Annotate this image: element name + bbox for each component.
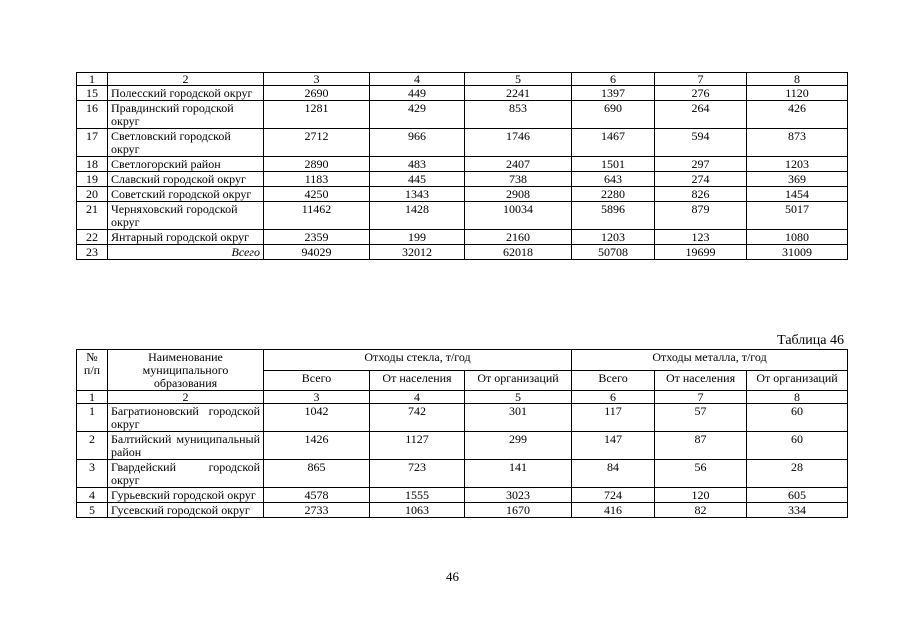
- row-number: 3: [77, 460, 108, 488]
- row-number: 21: [77, 202, 108, 230]
- row-number: 2: [77, 432, 108, 460]
- municipality-name: Гурьевский городской округ: [108, 488, 264, 503]
- value-cell: 1670: [465, 503, 572, 518]
- municipality-name: Славский городской округ: [108, 172, 264, 187]
- column-number: 1: [77, 391, 108, 404]
- value-cell: 1281: [264, 101, 370, 129]
- column-number: 4: [370, 73, 465, 86]
- row-number: 19: [77, 172, 108, 187]
- value-cell: 2359: [264, 230, 370, 245]
- column-number: 5: [465, 391, 572, 404]
- value-cell: 416: [572, 503, 655, 518]
- value-cell: 32012: [370, 245, 465, 260]
- column-number: 3: [264, 73, 370, 86]
- row-number: 20: [77, 187, 108, 202]
- value-cell: 1203: [747, 157, 848, 172]
- value-cell: 879: [655, 202, 747, 230]
- value-cell: 1746: [465, 129, 572, 157]
- value-cell: 56: [655, 460, 747, 488]
- column-number: 8: [747, 391, 848, 404]
- municipality-name: Светловский городской округ: [108, 129, 264, 157]
- value-cell: 147: [572, 432, 655, 460]
- value-cell: 1042: [264, 404, 370, 432]
- value-cell: 738: [465, 172, 572, 187]
- value-cell: 297: [655, 157, 747, 172]
- value-cell: 57: [655, 404, 747, 432]
- value-cell: 274: [655, 172, 747, 187]
- table-row: [77, 202, 848, 230]
- row-number: 15: [77, 86, 108, 101]
- column-number: 6: [572, 73, 655, 86]
- value-cell: 3023: [465, 488, 572, 503]
- row-number: 22: [77, 230, 108, 245]
- value-cell: 1183: [264, 172, 370, 187]
- value-cell: 723: [370, 460, 465, 488]
- value-cell: 4578: [264, 488, 370, 503]
- municipality-name: Гусевский городской округ: [108, 503, 264, 518]
- value-cell: 2712: [264, 129, 370, 157]
- value-cell: 19699: [655, 245, 747, 260]
- value-cell: 853: [465, 101, 572, 129]
- total-row: [77, 245, 848, 260]
- value-cell: 2160: [465, 230, 572, 245]
- table-row: [77, 157, 848, 172]
- table-body: [77, 391, 848, 518]
- page-number: 46: [446, 569, 459, 584]
- value-cell: 449: [370, 86, 465, 101]
- row-number: 18: [77, 157, 108, 172]
- value-cell: 429: [370, 101, 465, 129]
- value-cell: 426: [747, 101, 848, 129]
- value-cell: 643: [572, 172, 655, 187]
- value-cell: 1203: [572, 230, 655, 245]
- header-metal-organizations: От организаций: [747, 370, 848, 391]
- value-cell: 5896: [572, 202, 655, 230]
- municipality-name: Гвардейский городской округ: [108, 460, 264, 488]
- municipality-name: Правдинский городской округ: [108, 101, 264, 129]
- header-metal-total: Всего: [572, 370, 655, 391]
- row-number: 4: [77, 488, 108, 503]
- value-cell: 1426: [264, 432, 370, 460]
- waste-table-continued: [76, 72, 848, 260]
- column-number: 5: [465, 73, 572, 86]
- value-cell: 865: [264, 460, 370, 488]
- value-cell: 2890: [264, 157, 370, 172]
- table-row: [77, 503, 848, 518]
- column-number: 4: [370, 391, 465, 404]
- value-cell: 826: [655, 187, 747, 202]
- value-cell: 690: [572, 101, 655, 129]
- value-cell: 11462: [264, 202, 370, 230]
- value-cell: 1127: [370, 432, 465, 460]
- value-cell: 334: [747, 503, 848, 518]
- column-number: 7: [655, 391, 747, 404]
- table-row: [77, 172, 848, 187]
- municipality-name: Советский городской округ: [108, 187, 264, 202]
- row-number: 17: [77, 129, 108, 157]
- municipality-name: Янтарный городской округ: [108, 230, 264, 245]
- value-cell: 117: [572, 404, 655, 432]
- column-number: 1: [77, 73, 108, 86]
- value-cell: 2407: [465, 157, 572, 172]
- value-cell: 594: [655, 129, 747, 157]
- value-cell: 301: [465, 404, 572, 432]
- row-number: 16: [77, 101, 108, 129]
- value-cell: 742: [370, 404, 465, 432]
- header-glass-organizations: От организаций: [465, 370, 572, 391]
- value-cell: 2733: [264, 503, 370, 518]
- value-cell: 84: [572, 460, 655, 488]
- value-cell: 2241: [465, 86, 572, 101]
- table-body: [77, 73, 848, 260]
- header-metal-waste: Отходы металла, т/год: [572, 350, 848, 371]
- row-number: 5: [77, 503, 108, 518]
- table-header: [77, 350, 848, 391]
- table-row: [77, 460, 848, 488]
- value-cell: 1063: [370, 503, 465, 518]
- value-cell: 4250: [264, 187, 370, 202]
- municipality-name: Багратионовский городской округ: [108, 404, 264, 432]
- value-cell: 1397: [572, 86, 655, 101]
- value-cell: 2280: [572, 187, 655, 202]
- value-cell: 31009: [747, 245, 848, 260]
- value-cell: 120: [655, 488, 747, 503]
- value-cell: 605: [747, 488, 848, 503]
- value-cell: 82: [655, 503, 747, 518]
- table-row: [77, 187, 848, 202]
- table-row: [77, 432, 848, 460]
- column-number: 2: [108, 73, 264, 86]
- value-cell: 2908: [465, 187, 572, 202]
- value-cell: 1343: [370, 187, 465, 202]
- value-cell: 2690: [264, 86, 370, 101]
- table-caption: Таблица 46: [777, 333, 844, 348]
- table-row: [77, 129, 848, 157]
- header-glass-total: Всего: [264, 370, 370, 391]
- value-cell: 5017: [747, 202, 848, 230]
- value-cell: 724: [572, 488, 655, 503]
- value-cell: 1428: [370, 202, 465, 230]
- glass-metal-waste-table: [76, 349, 848, 518]
- value-cell: 1454: [747, 187, 848, 202]
- table-row: [77, 230, 848, 245]
- column-number: 8: [747, 73, 848, 86]
- row-number: 23: [77, 245, 108, 260]
- value-cell: 10034: [465, 202, 572, 230]
- value-cell: 369: [747, 172, 848, 187]
- table-row: [77, 86, 848, 101]
- value-cell: 445: [370, 172, 465, 187]
- column-number-row: [77, 73, 848, 86]
- value-cell: 299: [465, 432, 572, 460]
- value-cell: 94029: [264, 245, 370, 260]
- table-row: [77, 101, 848, 129]
- header-glass-population: От населения: [370, 370, 465, 391]
- column-number: 7: [655, 73, 747, 86]
- value-cell: 1555: [370, 488, 465, 503]
- value-cell: 1120: [747, 86, 848, 101]
- value-cell: 483: [370, 157, 465, 172]
- value-cell: 873: [747, 129, 848, 157]
- value-cell: 966: [370, 129, 465, 157]
- municipality-name: Балтийский муниципальный район: [108, 432, 264, 460]
- value-cell: 87: [655, 432, 747, 460]
- header-number: № п/п: [77, 350, 108, 391]
- value-cell: 264: [655, 101, 747, 129]
- value-cell: 60: [747, 432, 848, 460]
- municipality-name: Черняховский городской округ: [108, 202, 264, 230]
- row-number: 1: [77, 404, 108, 432]
- value-cell: 62018: [465, 245, 572, 260]
- header-municipality: Наименование муниципального образования: [108, 350, 264, 391]
- value-cell: 1501: [572, 157, 655, 172]
- column-number: 2: [108, 391, 264, 404]
- value-cell: 141: [465, 460, 572, 488]
- municipality-name: Светлогорский район: [108, 157, 264, 172]
- value-cell: 123: [655, 230, 747, 245]
- value-cell: 276: [655, 86, 747, 101]
- municipality-name: Всего: [108, 245, 264, 260]
- value-cell: 60: [747, 404, 848, 432]
- value-cell: 50708: [572, 245, 655, 260]
- municipality-name: Полесский городской округ: [108, 86, 264, 101]
- header-glass-waste: Отходы стекла, т/год: [264, 350, 572, 371]
- header-metal-population: От населения: [655, 370, 747, 391]
- table-row: [77, 404, 848, 432]
- table-row: [77, 488, 848, 503]
- value-cell: 1467: [572, 129, 655, 157]
- value-cell: 28: [747, 460, 848, 488]
- column-number: 6: [572, 391, 655, 404]
- column-number-row: [77, 391, 848, 404]
- value-cell: 1080: [747, 230, 848, 245]
- value-cell: 199: [370, 230, 465, 245]
- column-number: 3: [264, 391, 370, 404]
